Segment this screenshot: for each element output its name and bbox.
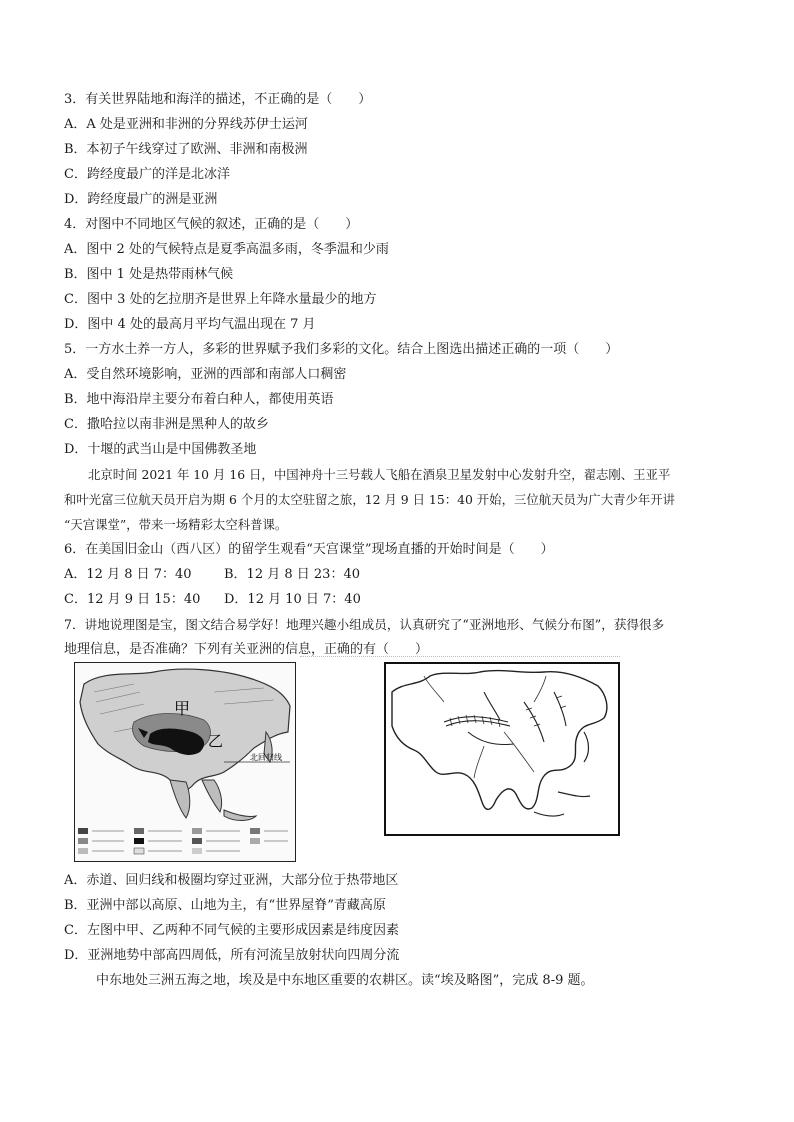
label-tropic: 北回归线 [250,753,282,762]
q6-option-b: B．12 月 8 日 23：40 [224,567,360,582]
q6-option-d: D．12 月 10 日 7：40 [224,592,361,607]
q4-option-a: A．图中 2 处的气候特点是夏季高温多雨，冬季温和少雨 [64,242,389,257]
q7-stem-line2: 地理信息，是否准确？下列有关亚洲的信息，正确的有（ ） [64,642,429,657]
q6-option-a: A．12 月 8 日 7：40 [64,567,192,582]
q6-stem: 6．在美国旧金山（西八区）的留学生观看“天宫课堂”现场直播的开始时间是（ ） [64,542,554,557]
label-yi: 乙 [208,732,224,750]
q5-option-c: C．撒哈拉以南非洲是黑种人的故乡 [64,417,269,432]
q6-options-row2 [64,591,361,609]
q7-option-d: D．亚洲地势中部高四周低，所有河流呈放射状向四周分流 [64,948,400,963]
q5-option-a: A．受自然环境影响，亚洲的西部和南部人口稠密 [64,367,347,382]
passage1-line3: “天宫课堂”，带来一场精彩太空科普课。 [64,517,288,532]
q7-stem-line1: 7．讲地说理图是宝，图文结合易学好！地理兴趣小组成员，认真研究了“亚洲地形、气候分布图”，获得很多 [64,617,665,632]
q5-option-b: B．地中海沿岸主要分布着白种人，都使用英语 [64,392,334,407]
label-jia: 甲 [174,699,191,718]
asia-climate-map-svg [74,662,296,862]
q4-option-b: B．图中 1 处是热带雨林气候 [64,267,234,282]
q3-stem: 3．有关世界陆地和海洋的描述，不正确的是（ ） [64,92,372,107]
q4-stem: 4．对图中不同地区气候的叙述，正确的是（ ） [64,217,359,232]
q4-option-d: D．图中 4 处的最高月平均气温出现在 7 月 [64,317,316,332]
q6-option-c: C．12 月 9 日 15：40 [64,592,201,607]
q7-option-a: A．赤道、回归线和极圈均穿过亚洲，大部分位于热带地区 [64,873,399,888]
q7-option-c: C．左图中甲、乙两种不同气候的主要形成因素是纬度因素 [64,923,399,938]
passage1-line1: 北京时间 2021 年 10 月 16 日，中国神舟十三号载人飞船在酒泉卫星发射中心发射升空，翟志刚、王亚平 [88,467,671,482]
q5-stem: 5．一方水土养一方人，多彩的世界赋予我们多彩的文化。结合上图选出描述正确的一项（ ） [64,342,619,357]
q3-option-a: A．A 处是亚洲和非洲的分界线苏伊士运河 [64,117,308,132]
asia-terrain-map-svg [384,662,620,836]
q3-option-b: B．本初子午线穿过了欧洲、非洲和南极洲 [64,142,308,157]
q3-option-c: C．跨经度最广的洋是北冰洋 [64,167,230,182]
asia-terrain-map [384,662,620,836]
q7-option-b: B．亚洲中部以高原、山地为主，有“世界屋脊”青藏高原 [64,898,386,913]
asia-climate-map [74,662,296,862]
q3-option-d: D．跨经度最广的洲是亚洲 [64,192,218,207]
q6-options-row1 [64,566,360,584]
q4-option-c: C．图中 3 处的乞拉朋齐是世界上年降水量最少的地方 [64,292,377,307]
passage1-line2: 和叶光富三位航天员开启为期 6 个月的太空驻留之旅，12 月 9 日 15：40 开始，三位航天员为广大青少年开讲 [64,492,676,507]
scan-dots [300,656,620,661]
q5-option-d: D．十堰的武当山是中国佛教圣地 [64,442,257,457]
passage2: 中东地处三洲五海之地，埃及是中东地区重要的农耕区。读“埃及略图”，完成 8-9 题。 [96,973,594,988]
